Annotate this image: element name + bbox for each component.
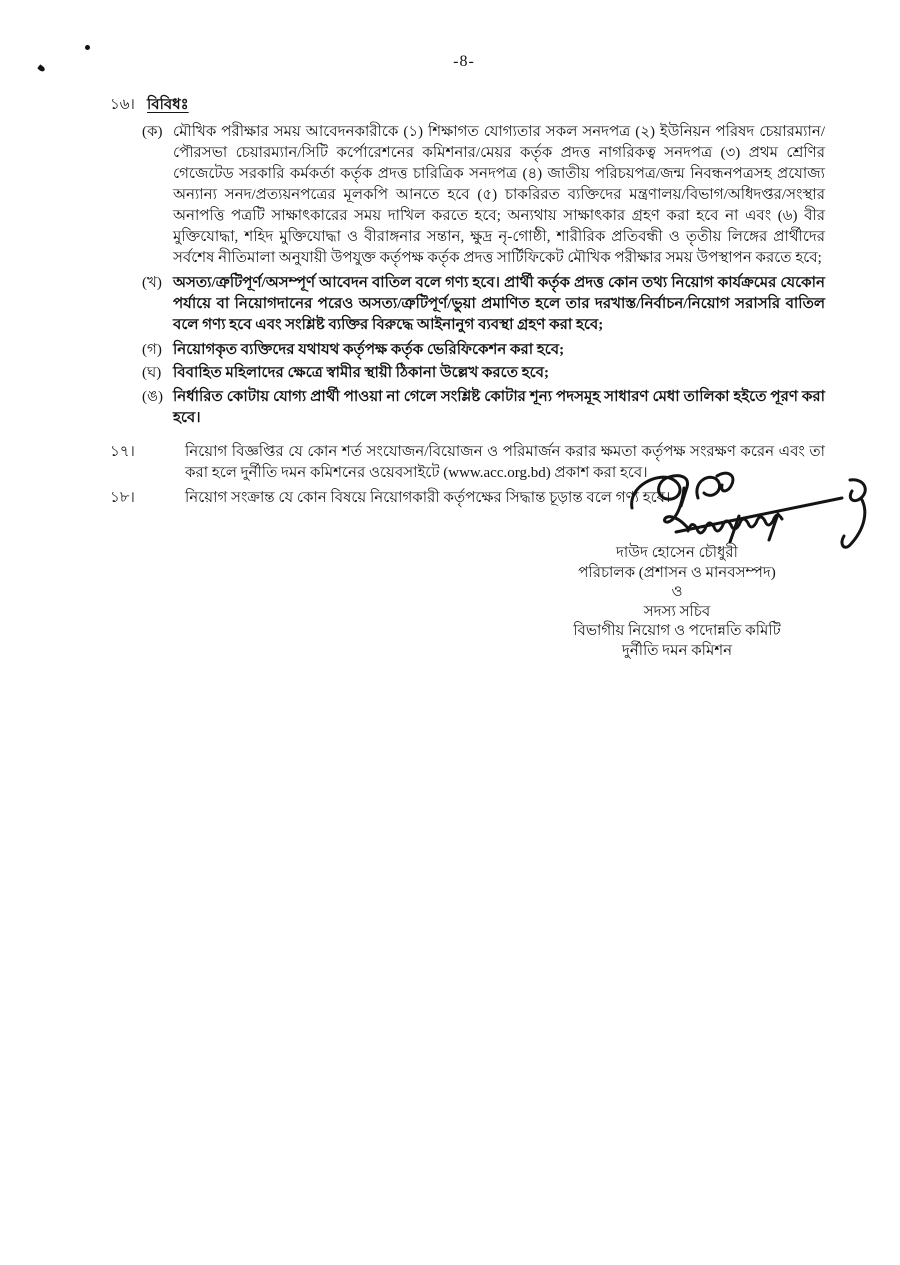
item-marker: (গ) xyxy=(142,342,162,358)
signatory-conjunction: ও xyxy=(671,584,683,600)
item-text: বিবাহিত মহিলাদের ক্ষেত্রে স্বামীর স্থায়ী ঠিকানা উল্লেখ করতে হবে; xyxy=(173,365,549,381)
item-marker: (খ) xyxy=(142,275,162,291)
signatory-block xyxy=(553,544,801,661)
signatory-title-2: সদস্য সচিব xyxy=(643,603,711,620)
list-item-kha xyxy=(142,273,825,336)
list-item-ka xyxy=(142,122,825,269)
item-marker: (ঘ) xyxy=(142,365,162,381)
document-body xyxy=(110,95,825,509)
item-marker: (ঙ) xyxy=(142,389,163,405)
ink-speck xyxy=(85,45,90,50)
list-item-ga xyxy=(142,340,825,361)
list-item-uma xyxy=(142,387,825,429)
list-item-gha xyxy=(142,363,825,384)
ink-speck xyxy=(37,64,46,72)
item-text: নির্ধারিত কোটায় যোগ্য প্রার্থী পাওয়া না গেলে সংশ্লিষ্ট কোটার শূন্য পদসমূহ সাধারণ মেধা তালিকা হইতে পূরণ করা হবে। xyxy=(173,389,825,426)
section-17-text: নিয়োগ বিজ্ঞপ্তির যে কোন শর্ত সংযোজন/বিয়োজন ও পরিমার্জন করার ক্ষমতা কর্তৃপক্ষ সংরক্ষণ করেন এবং তা করা হলে দুর্নীতি দমন কমিশনের ওয়েবসাইটে (www.acc.org.bd) প্রকাশ করা হবে। xyxy=(185,444,825,481)
signatory-name: দাউদ হোসেন চৌধুরী xyxy=(616,545,738,561)
section-18-text: নিয়োগ সংক্রান্ত যে কোন বিষয়ে নিয়োগকারী কর্তৃপক্ষের সিদ্ধান্ত চূড়ান্ত বলে গণ্য হবে। xyxy=(185,490,671,506)
signatory-title-3: বিভাগীয় নিয়োগ ও পদোন্নতি কমিটি xyxy=(573,623,781,639)
signatory-organization: দুর্নীতি দমন কমিশন xyxy=(621,642,733,659)
item-text: অসত্য/ত্রুটিপূর্ণ/অসম্পূর্ণ আবেদন বাতিল বলে গণ্য হবে। প্রার্থী কর্তৃক প্রদত্ত কোন তথ্য নিয়োগ কার্যক্রমের যেকোন পর্যায়ে বা নিয়োগদানের পরেও অসত্য/ত্রুটিপূর্ণ/ভুয়া প্রমাণিত হলে তার দরখাস্ত/নির্বাচন/নিয়োগ সরাসরি বাতিল বলে গণ্য হবে এবং সংশ্লিষ্ট ব্যক্তির বিরুদ্ধে আইনানুগ ব্যবস্থা গ্রহণ করা হবে; xyxy=(173,275,825,333)
section-16-heading: বিবিধঃ xyxy=(147,97,189,113)
section-18-number: ১৮। xyxy=(110,490,135,506)
section-16-items xyxy=(142,122,825,429)
handwritten-signature-icon xyxy=(626,468,878,554)
page-number: -8- xyxy=(453,53,475,70)
signatory-title-1: পরিচালক (প্রশাসন ও মানবসম্পদ) xyxy=(578,564,776,581)
item-marker: (ক) xyxy=(142,124,163,140)
section-16-heading-row xyxy=(110,95,825,116)
section-16-number: ১৬। xyxy=(110,97,135,113)
section-17-number: ১৭। xyxy=(110,444,135,460)
item-text: নিয়োগকৃত ব্যক্তিদের যথাযথ কর্তৃপক্ষ কর্তৃক ভেরিফিকেশন করা হবে; xyxy=(173,342,565,358)
item-text: মৌখিক পরীক্ষার সময় আবেদনকারীকে (১) শিক্ষাগত যোগ্যতার সকল সনদপত্র (২) ইউনিয়ন পরিষদ চেয়ারম্যান/পৌরসভা চেয়ারম্যান/সিটি কর্পোরেশনের কমিশনার/মেয়র কর্তৃক প্রদত্ত নাগরিকত্ব সনদপত্র (৩) প্রথম শ্রেণির গেজেটেড সরকারি কর্মকর্তা কর্তৃক প্রদত্ত চারিত্রিক সনদপত্র (৪) জাতীয় পরিচয়পত্র/জন্ম নিবন্ধনপত্রসহ প্রযোজ্য অন্যান্য সনদ/প্রত্যয়নপত্রের মূলকপি আনতে হবে (৫) চাকরিরত ব্যক্তিদের মন্ত্রণালয়/বিভাগ/অধিদপ্তর/সংস্থার অনাপত্তি পত্রটি সাক্ষাৎকারের সময় দাখিল করতে হবে; অন্যথায় সাক্ষাৎকার গ্রহণ করা হবে না এবং (৬) বীর মুক্তিযোদ্ধা, শহিদ মুক্তিযোদ্ধা ও বীরাঙ্গনার সন্তান, ক্ষুদ্র নৃ-গোষ্ঠী, শারীরিক প্রতিবন্ধী ও তৃতীয় লিঙ্গের প্রার্থীদের সর্বশেষ নীতিমালা অনুযায়ী উপযুক্ত কর্তৃপক্ষ কর্তৃক প্রদত্ত সার্টিফিকেট মৌখিক পরীক্ষার সময় উপস্থাপন করতে হবে; xyxy=(173,124,825,266)
